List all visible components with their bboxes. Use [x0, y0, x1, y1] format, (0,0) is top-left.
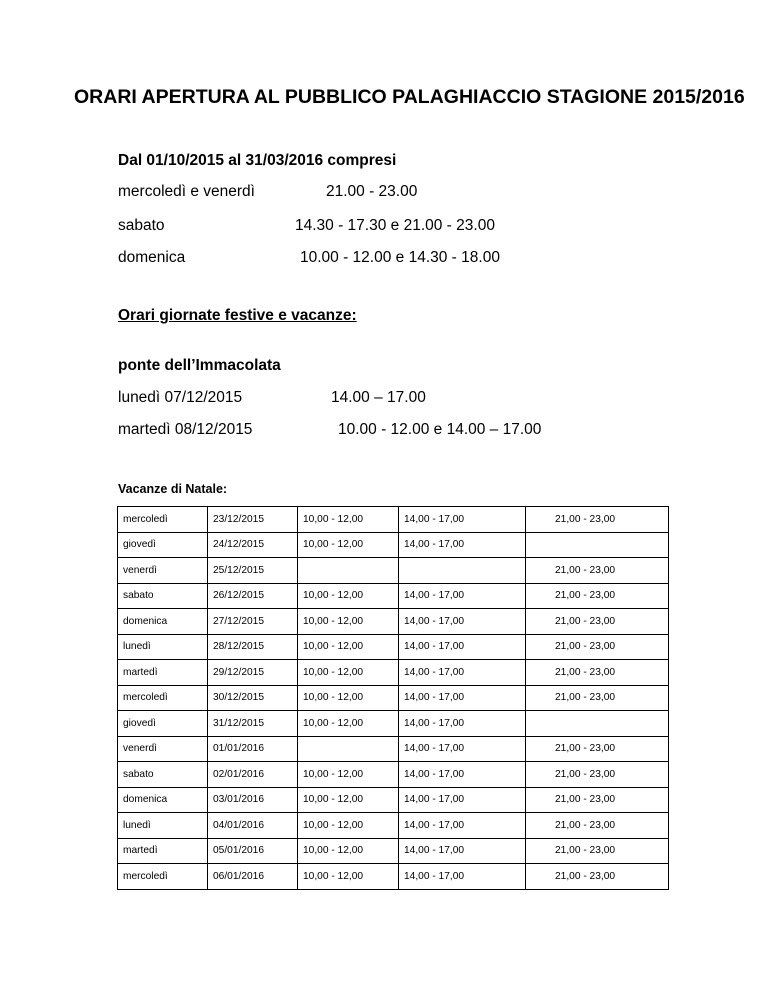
day-cell: domenica	[118, 787, 208, 813]
evening-slot-cell: 21,00 - 23,00	[526, 685, 669, 711]
day-cell: lunedì	[118, 813, 208, 839]
table-row	[118, 660, 669, 686]
afternoon-slot-cell	[399, 558, 526, 584]
morning-slot-cell: 10,00 - 12,00	[298, 787, 399, 813]
morning-slot-cell: 10,00 - 12,00	[298, 813, 399, 839]
natale-heading: Vacanze di Natale:	[118, 482, 228, 496]
morning-slot-cell: 10,00 - 12,00	[298, 634, 399, 660]
date-cell: 23/12/2015	[208, 507, 298, 533]
afternoon-slot-cell: 14,00 - 17,00	[399, 736, 526, 762]
table-row	[118, 864, 669, 890]
date-cell: 02/01/2016	[208, 762, 298, 788]
table-row	[118, 762, 669, 788]
afternoon-slot-cell: 14,00 - 17,00	[399, 507, 526, 533]
season-heading: Dal 01/10/2015 al 31/03/2016 compresi	[118, 152, 397, 169]
date-cell: 04/01/2016	[208, 813, 298, 839]
table-row	[118, 609, 669, 635]
day-cell: sabato	[118, 583, 208, 609]
holidays-heading: Orari giornate festive e vacanze:	[118, 307, 357, 324]
day-cell: venerdì	[118, 736, 208, 762]
natale-schedule-table	[117, 506, 669, 890]
morning-slot-cell: 10,00 - 12,00	[298, 762, 399, 788]
season-hours: 21.00 - 23.00	[326, 183, 418, 200]
day-cell: venerdì	[118, 558, 208, 584]
morning-slot-cell: 10,00 - 12,00	[298, 864, 399, 890]
day-cell: mercoledì	[118, 685, 208, 711]
evening-slot-cell: 21,00 - 23,00	[526, 864, 669, 890]
evening-slot-cell: 21,00 - 23,00	[526, 558, 669, 584]
afternoon-slot-cell: 14,00 - 17,00	[399, 583, 526, 609]
morning-slot-cell: 10,00 - 12,00	[298, 609, 399, 635]
table-row	[118, 583, 669, 609]
afternoon-slot-cell: 14,00 - 17,00	[399, 660, 526, 686]
afternoon-slot-cell: 14,00 - 17,00	[399, 813, 526, 839]
table-row	[118, 532, 669, 558]
evening-slot-cell: 21,00 - 23,00	[526, 736, 669, 762]
evening-slot-cell: 21,00 - 23,00	[526, 787, 669, 813]
evening-slot-cell: 21,00 - 23,00	[526, 609, 669, 635]
table-row	[118, 507, 669, 533]
evening-slot-cell: 21,00 - 23,00	[526, 660, 669, 686]
immacolata-heading: ponte dell’Immacolata	[118, 357, 281, 374]
day-cell: martedì	[118, 660, 208, 686]
morning-slot-cell: 10,00 - 12,00	[298, 838, 399, 864]
evening-slot-cell: 21,00 - 23,00	[526, 838, 669, 864]
immacolata-day: lunedì 07/12/2015	[118, 389, 243, 406]
date-cell: 30/12/2015	[208, 685, 298, 711]
date-cell: 05/01/2016	[208, 838, 298, 864]
date-cell: 28/12/2015	[208, 634, 298, 660]
morning-slot-cell	[298, 736, 399, 762]
day-cell: giovedì	[118, 711, 208, 737]
day-cell: mercoledì	[118, 864, 208, 890]
evening-slot-cell	[526, 711, 669, 737]
evening-slot-cell: 21,00 - 23,00	[526, 762, 669, 788]
morning-slot-cell: 10,00 - 12,00	[298, 583, 399, 609]
day-cell: domenica	[118, 609, 208, 635]
table-row	[118, 685, 669, 711]
date-cell: 27/12/2015	[208, 609, 298, 635]
immacolata-hours: 10.00 - 12.00 e 14.00 – 17.00	[338, 421, 542, 438]
day-cell: lunedì	[118, 634, 208, 660]
morning-slot-cell: 10,00 - 12,00	[298, 660, 399, 686]
immacolata-day: martedì 08/12/2015	[118, 421, 253, 438]
table-row	[118, 813, 669, 839]
date-cell: 31/12/2015	[208, 711, 298, 737]
date-cell: 01/01/2016	[208, 736, 298, 762]
evening-slot-cell: 21,00 - 23,00	[526, 634, 669, 660]
season-day: sabato	[118, 217, 165, 234]
table-row	[118, 634, 669, 660]
table-row	[118, 838, 669, 864]
date-cell: 29/12/2015	[208, 660, 298, 686]
day-cell: martedì	[118, 838, 208, 864]
morning-slot-cell: 10,00 - 12,00	[298, 532, 399, 558]
season-hours: 14.30 - 17.30 e 21.00 - 23.00	[295, 217, 495, 234]
table-row	[118, 711, 669, 737]
table-row	[118, 787, 669, 813]
morning-slot-cell: 10,00 - 12,00	[298, 685, 399, 711]
morning-slot-cell: 10,00 - 12,00	[298, 507, 399, 533]
date-cell: 25/12/2015	[208, 558, 298, 584]
afternoon-slot-cell: 14,00 - 17,00	[399, 634, 526, 660]
afternoon-slot-cell: 14,00 - 17,00	[399, 762, 526, 788]
afternoon-slot-cell: 14,00 - 17,00	[399, 864, 526, 890]
day-cell: giovedì	[118, 532, 208, 558]
evening-slot-cell: 21,00 - 23,00	[526, 507, 669, 533]
immacolata-hours: 14.00 – 17.00	[331, 389, 426, 406]
evening-slot-cell	[526, 532, 669, 558]
day-cell: sabato	[118, 762, 208, 788]
morning-slot-cell	[298, 558, 399, 584]
season-day: domenica	[118, 249, 186, 266]
afternoon-slot-cell: 14,00 - 17,00	[399, 609, 526, 635]
afternoon-slot-cell: 14,00 - 17,00	[399, 685, 526, 711]
date-cell: 06/01/2016	[208, 864, 298, 890]
day-cell: mercoledì	[118, 507, 208, 533]
morning-slot-cell: 10,00 - 12,00	[298, 711, 399, 737]
date-cell: 26/12/2015	[208, 583, 298, 609]
page-title: ORARI APERTURA AL PUBBLICO PALAGHIACCIO STAGIONE 2015/2016	[74, 86, 745, 108]
afternoon-slot-cell: 14,00 - 17,00	[399, 532, 526, 558]
table-row	[118, 736, 669, 762]
table-row	[118, 558, 669, 584]
evening-slot-cell: 21,00 - 23,00	[526, 583, 669, 609]
season-day: mercoledì e venerdì	[118, 183, 255, 200]
date-cell: 24/12/2015	[208, 532, 298, 558]
afternoon-slot-cell: 14,00 - 17,00	[399, 787, 526, 813]
season-hours: 10.00 - 12.00 e 14.30 - 18.00	[300, 249, 500, 266]
date-cell: 03/01/2016	[208, 787, 298, 813]
afternoon-slot-cell: 14,00 - 17,00	[399, 711, 526, 737]
afternoon-slot-cell: 14,00 - 17,00	[399, 838, 526, 864]
evening-slot-cell: 21,00 - 23,00	[526, 813, 669, 839]
